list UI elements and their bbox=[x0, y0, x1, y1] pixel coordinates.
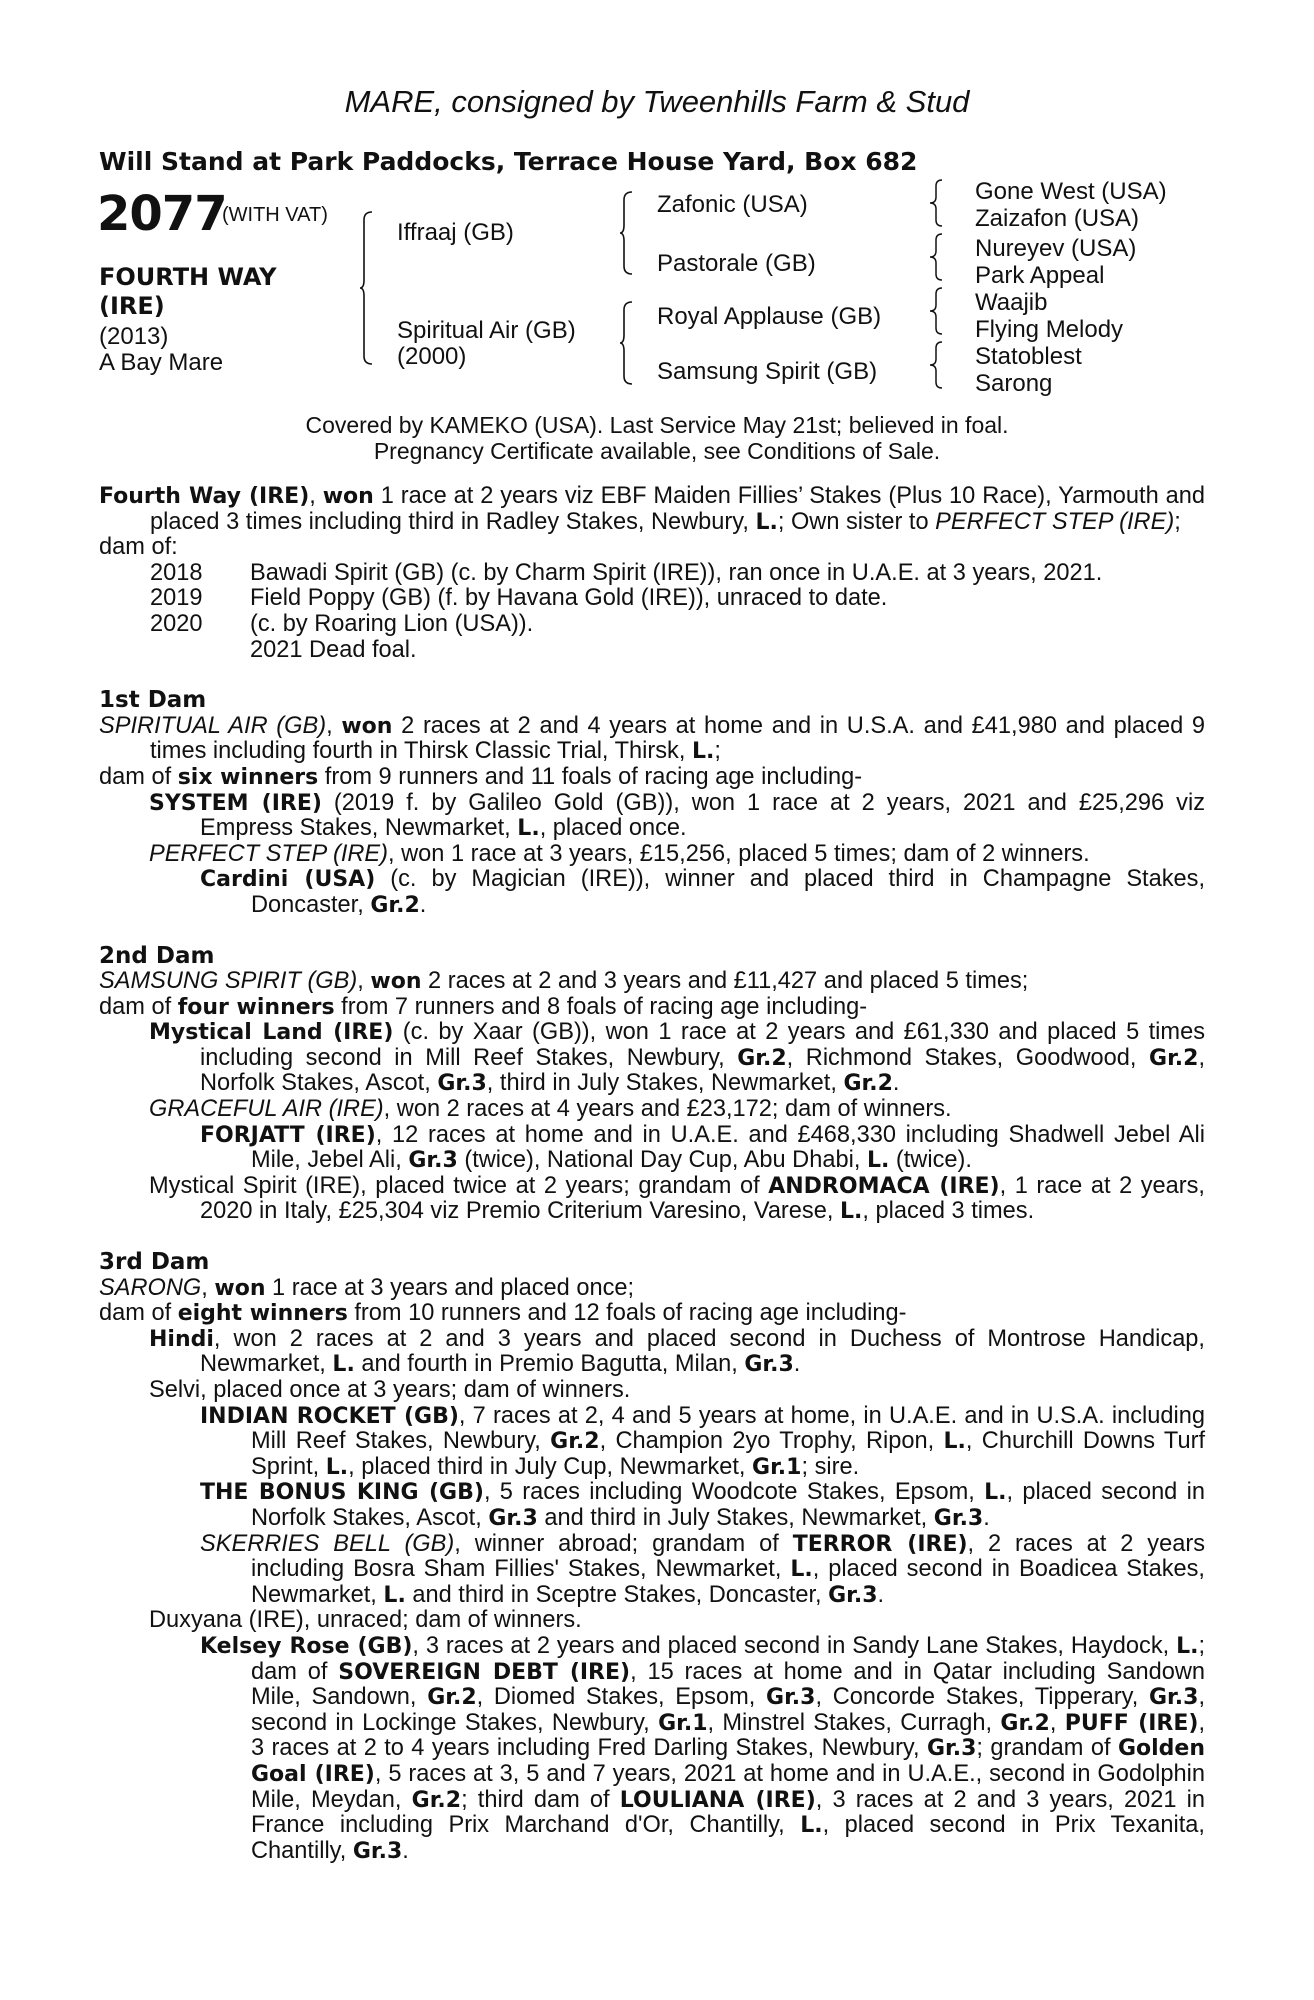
third-dam-produce: dam of eight winners from 10 runners and 12 foals of racing age including- bbox=[99, 1300, 907, 1327]
produce-entry: SKERRIES BELL (GB), winner abroad; grandam of TERROR (IRE), 2 races at 2 years including Bosra Sham Fillies' Stakes, Newmarket, L., placed second in Boadicea Stakes, Newmarket, L. and third in Sceptre Stakes, Doncaster, Gr.3. bbox=[200, 1530, 1205, 1608]
produce-entry: Cardini (USA) (c. by Magician (IRE)), winner and placed third in Champagne Stakes, Doncaster, Gr.2. bbox=[200, 866, 1206, 918]
produce-entry: Kelsey Rose (GB), 3 races at 2 years and placed second in Sandy Lane Stakes, Haydock, L.; dam of SOVEREIGN DEBT (IRE), 15 races at home and in Qatar including Sandown Mile, Sandown, Gr.2, Diomed Stakes, Epsom, Gr.3, Concorde Stakes, Tipperary, Gr.3, second in Lockinge Stakes, Newbury, Gr.1, Minstrel Stakes, Curragh, Gr.2, PUFF (IRE), 3 races at 2 to 4 years including Fred Darling Stakes, Newbury, Gr.3; grandam of Golden Goal (IRE), 5 races at 3, 5 and 7 years, 2021 at home and in U.A.E., second in Godolphin Mile, Meydan, Gr.2; third dam of LOULIANA (IRE), 3 races at 2 and 3 years, 2021 in France including Prix Marchand d'Or, Chantilly, L., placed second in Prix Texanita, Chantilly, Gr.3. bbox=[200, 1632, 1206, 1864]
pedigree-sire-dam: Pastorale (GB) bbox=[657, 250, 816, 277]
first-dam-heading: 1st Dam bbox=[99, 687, 207, 714]
third-dam-heading: 3rd Dam bbox=[99, 1249, 210, 1276]
produce-row: 2021 Dead foal. bbox=[250, 636, 417, 663]
pedigree-dam-year: (2000) bbox=[397, 343, 467, 370]
pedigree-sdd: Park Appeal bbox=[975, 262, 1105, 289]
third-dam-record: SARONG, won 1 race at 3 years and placed once; bbox=[99, 1274, 635, 1301]
pedigree-dam-sire: Royal Applause (GB) bbox=[657, 303, 882, 330]
second-dam-produce: dam of four winners from 7 runners and 8 foals of racing age including- bbox=[99, 993, 868, 1020]
pedigree-dam: Spiritual Air (GB) bbox=[397, 317, 576, 344]
sire-line-bracket bbox=[620, 192, 640, 274]
second-dam-heading: 2nd Dam bbox=[99, 942, 215, 969]
first-dam-produce: dam of six winners from 9 runners and 11 foals of racing age including- bbox=[99, 763, 863, 790]
second-dam-record: SAMSUNG SPIRIT (GB), won 2 races at 2 and 3 years and £11,427 and placed 5 times; bbox=[99, 968, 1029, 995]
produce-entry: Hindi, won 2 races at 2 and 3 years and placed second in Duchess of Montrose Handicap, Newmarket, L. and fourth in Premio Bagutta, Milan, Gr.3. bbox=[149, 1325, 1205, 1378]
consignor-line: MARE, consigned by Tweenhills Farm & Stud bbox=[344, 84, 970, 119]
pedigree-dss: Waajib bbox=[975, 289, 1048, 316]
horse-name: FOURTH WAY (IRE) bbox=[99, 263, 277, 320]
pedigree-dsd: Flying Melody bbox=[975, 316, 1124, 343]
produce-entry: PERFECT STEP (IRE), won 1 race at 3 years, £15,256, placed 5 times; dam of 2 winners. bbox=[149, 840, 1090, 867]
pedigree-sire-sire: Zafonic (USA) bbox=[657, 191, 808, 218]
horse-description: A Bay Mare bbox=[99, 349, 224, 376]
produce-row: 2018 Bawadi Spirit (GB) (c. by Charm Spirit (IRE)), ran once in U.A.E. at 3 years, 2021. bbox=[150, 559, 1103, 586]
produce-entry: FORJATT (IRE), 12 races at home and in U.A.E. and £468,330 including Shadwell Jebel Ali Mile, Jebel Ali, Gr.3 (twice), National Day Cup, Abu Dhabi, L. (twice). bbox=[200, 1121, 1205, 1174]
produce-entry: Mystical Land (IRE) (c. by Xaar (GB)), won 1 race at 2 years and £61,330 and placed 5 times including second in Mill Reef Stakes, Newbury, Gr.2, Richmond Stakes, Goodwood, Gr.2, Norfolk Stakes, Ascot, Gr.3, third in July Stakes, Newmarket, Gr.2. bbox=[149, 1019, 1206, 1097]
lot-number: 2077 bbox=[97, 186, 227, 242]
mare-record: Fourth Way (IRE), won 1 race at 2 years viz EBF Maiden Fillies’ Stakes (Plus 10 Race), Yarmouth and placed 3 times including third in Radley Stakes, Newbury, L.; Own sister to PERFECT STEP (IRE); bbox=[99, 483, 1205, 535]
dam-line-bracket bbox=[620, 302, 640, 384]
pedigree-ddd: Sarong bbox=[975, 370, 1053, 397]
produce-entry: Selvi, placed once at 3 years; dam of winners. bbox=[149, 1377, 631, 1403]
dam-of-label: dam of: bbox=[99, 534, 178, 561]
pedigree-ssd: Zaizafon (USA) bbox=[975, 205, 1140, 232]
produce-entry: SYSTEM (IRE) (2019 f. by Galileo Gold (GB)), won 1 race at 2 years, 2021 and £25,296 viz Empress Stakes, Newmarket, L., placed once. bbox=[149, 789, 1205, 842]
pregnancy-note: Pregnancy Certificate available, see Conditions of Sale. bbox=[373, 438, 941, 464]
catalogue-body bbox=[99, 484, 1205, 1864]
produce-entry: GRACEFUL AIR (IRE), won 2 races at 4 years and £23,172; dam of winners. bbox=[149, 1096, 952, 1123]
produce-entry: Duxyana (IRE), unraced; dam of winners. bbox=[149, 1607, 582, 1634]
foaling-year: (2013) bbox=[99, 323, 169, 350]
produce-entry: INDIAN ROCKET (GB), 7 races at 2, 4 and 5 years at home, in U.A.E. and in U.S.A. including Mill Reef Stakes, Newbury, Gr.2, Champion 2yo Trophy, Ripon, L., Churchill Downs Turf Sprint, L., placed third in July Cup, Newmarket, Gr.1; sire. bbox=[200, 1402, 1206, 1480]
pedigree-sss: Gone West (USA) bbox=[975, 178, 1167, 205]
gen3-bracket-4 bbox=[930, 342, 946, 388]
pedigree-dds: Statoblest bbox=[975, 343, 1082, 370]
sire-dam-bracket bbox=[360, 212, 380, 364]
produce-entry: Mystical Spirit (IRE), placed twice at 2 years; grandam of ANDROMACA (IRE), 1 race at 2 years, 2020 in Italy, £25,304 viz Premio Criterium Varesino, Varese, L., placed 3 times. bbox=[149, 1172, 1205, 1225]
first-dam-record: SPIRITUAL AIR (GB), won 2 races at 2 and 4 years at home and in U.S.A. and £41,980 and placed 9 times including fourth in Thirsk Classic Trial, Thirsk, L.; bbox=[99, 712, 1205, 765]
produce-row: 2019 Field Poppy (GB) (f. by Havana Gold (IRE)), unraced to date. bbox=[150, 585, 888, 612]
pedigree-sds: Nureyev (USA) bbox=[975, 235, 1137, 262]
gen3-bracket-3 bbox=[930, 288, 946, 334]
covering-note: Covered by KAMEKO (USA). Last Service May 21st; believed in foal. bbox=[305, 412, 1009, 438]
vat-note: (WITH VAT) bbox=[222, 204, 328, 226]
pedigree-sire: Iffraaj (GB) bbox=[397, 219, 514, 246]
produce-row: 2020 (c. by Roaring Lion (USA)). bbox=[150, 610, 534, 637]
gen3-bracket-2 bbox=[930, 234, 946, 280]
pedigree-dam-dam: Samsung Spirit (GB) bbox=[657, 358, 878, 385]
gen3-bracket-1 bbox=[930, 180, 946, 226]
stand-location: Will Stand at Park Paddocks, Terrace House Yard, Box 682 bbox=[99, 147, 918, 176]
produce-entry: THE BONUS KING (GB), 5 races including Woodcote Stakes, Epsom, L., placed second in Norfolk Stakes, Ascot, Gr.3 and third in July Stakes, Newmarket, Gr.3. bbox=[200, 1479, 1205, 1531]
